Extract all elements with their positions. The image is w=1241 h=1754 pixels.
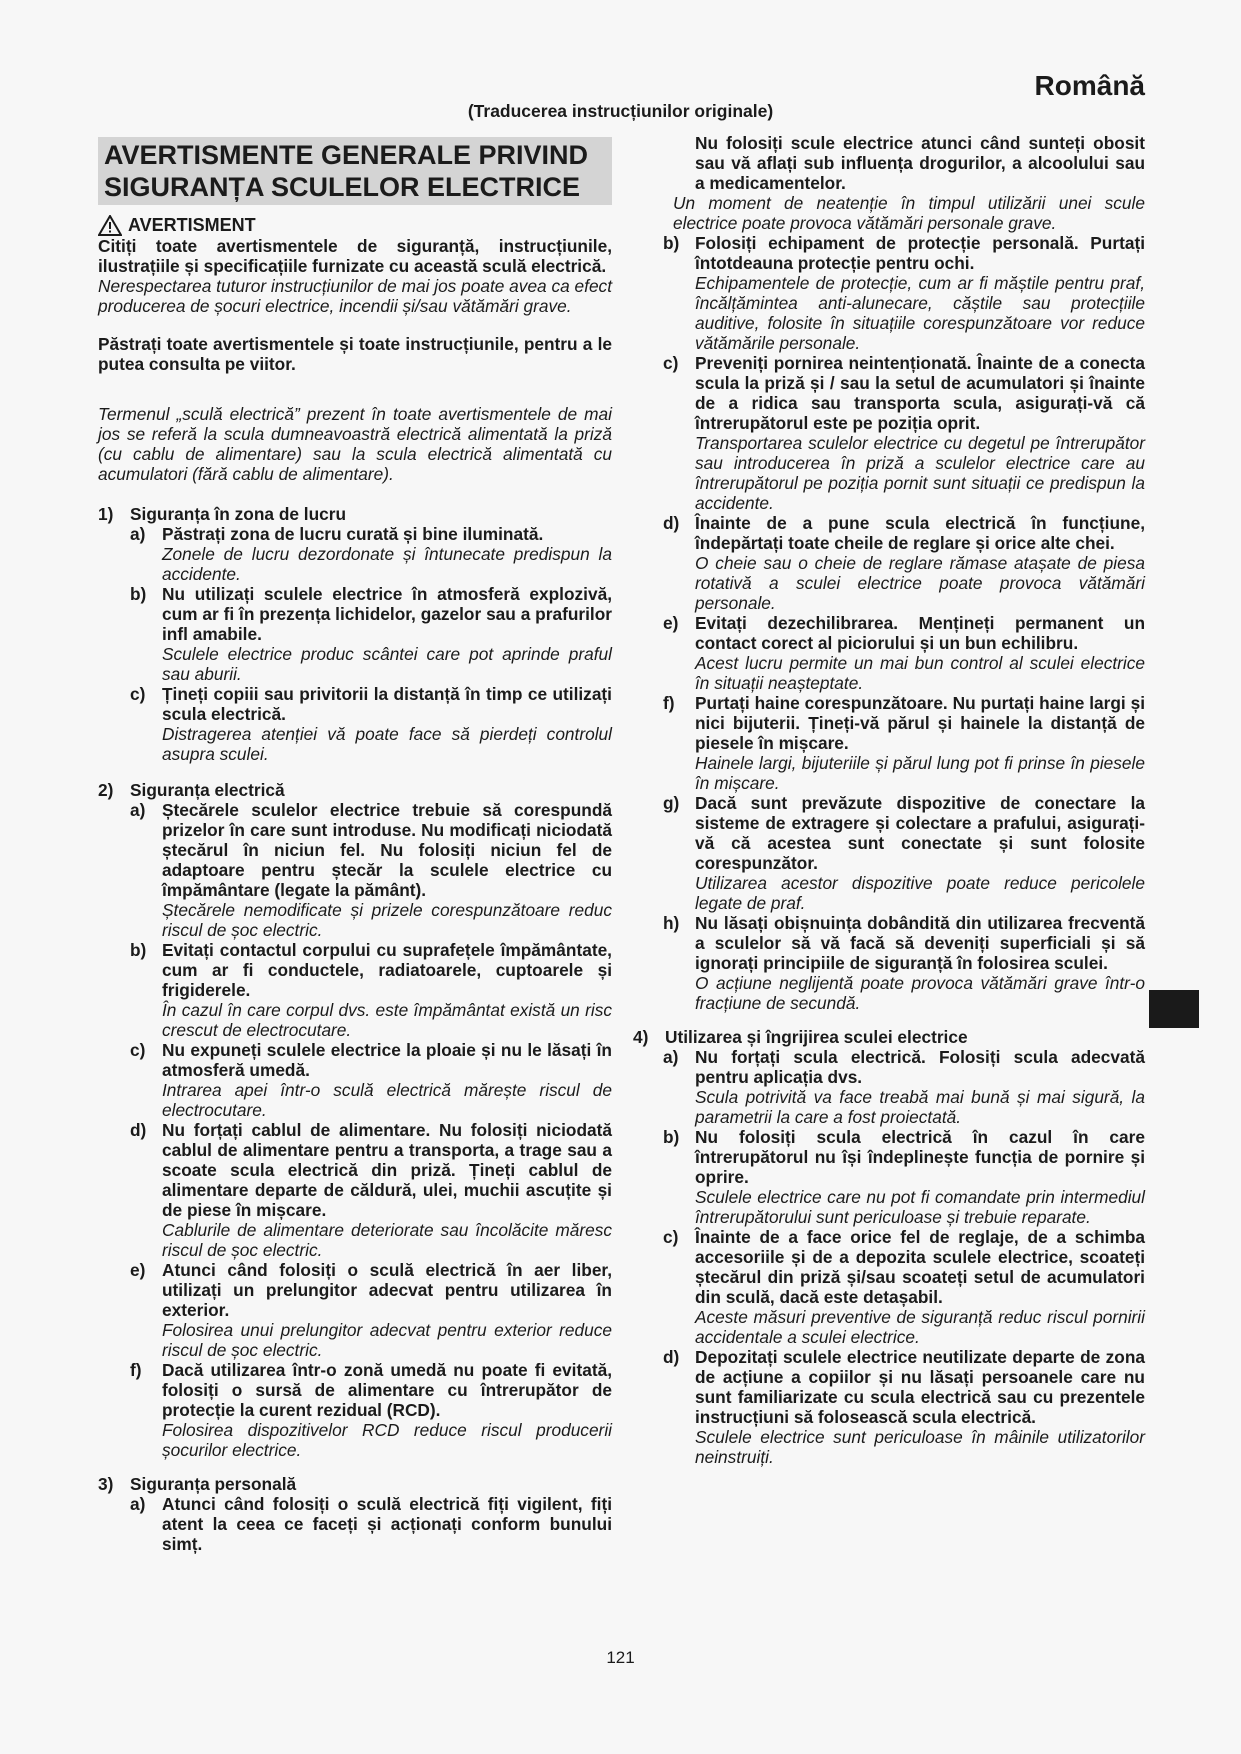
intro-italic-2: Termenul „sculă electrică” prezent în toate avertismentele de mai jos se referă la scula dumneavoastră electrică alimentată la priză (cu cablu de alimentare) sau la scula electrică alimentată cu acumulatori (fără cablu de alimentare). xyxy=(98,404,612,484)
list-item: c) Țineți copiii sau privitorii la distanță în timp ce utilizați scula electrică. Distragerea atenției vă poate face să pierdeți controlul asupra sculei. xyxy=(130,684,612,764)
list-item: d) Depozitați sculele electrice neutilizate departe de zona de acțiune a copiilor și nu lăsați persoanele care nu sunt familiarizate cu scula electrică sau cu prezentele instrucțiuni să folosească scula electrică. Sculele electrice sunt periculoase în mâinile utilizatorilor neinstruiți. xyxy=(663,1347,1145,1467)
section-heading xyxy=(98,137,612,205)
list-item: b) Evitați contactul corpului cu suprafețele împământate, cum ar fi conductele, radiatoarele, cuptoarele și frigiderele. În cazul în care corpul dvs. este împământat există un risc crescut de electrocutare. xyxy=(130,940,612,1040)
list-item: d) Nu forțați cablul de alimentare. Nu folosiți niciodată cablul de alimentare pentru a transporta, a trage sau a scoate scula electrică din priză. Țineți cablul de alimentare departe de căldură, ulei, muchii ascuțite și de piese în mișcare. Cablurile de alimentare deteriorate sau încolăcite măresc riscul de șoc electric. xyxy=(130,1120,612,1260)
document-subtitle: (Traducerea instrucțiunilor originale) xyxy=(467,101,774,121)
list-item: b) Nu folosiți scula electrică în cazul în care întrerupătorul nu își îndeplinește funcția de pornire și oprire. Sculele electrice care nu pot fi comandate prin intermediul întrerupătorului sunt periculoase și trebuie reparate. xyxy=(663,1127,1145,1227)
list-item-note: Un moment de neatenție în timpul utilizării unei scule electrice poate provoca vătămări personale grave. xyxy=(673,193,1145,233)
section-4-title: 4) Utilizarea și îngrijirea sculei electrice xyxy=(633,1027,968,1047)
heading-line-2: SIGURANȚA SCULELOR ELECTRICE xyxy=(104,172,581,202)
language-label: Română xyxy=(1034,70,1145,101)
list-item: h) Nu lăsați obișnuința dobândită din utilizarea frecventă a sculelor să vă facă să deveniți superficiali și să ignorați principiile de siguranță în folosirea sculei. O acțiune neglijentă poate provoca vătămări grave într-o fracțiune de secundă. xyxy=(663,913,1145,1013)
heading-line-1: AVERTISMENTE GENERALE PRIVIND xyxy=(104,140,589,170)
intro-bold-2: Păstrați toate avertismentele și toate instrucțiunile, pentru a le putea consulta pe viitor. xyxy=(98,334,612,374)
list-item: g) Dacă sunt prevăzute dispozitive de conectare la sisteme de extragere și colectare a prafului, asigurați-vă că acestea sunt conectate și sunt folosite corespunzător. Utilizarea acestor dispozitive poate reduce pericolele legate de praf. xyxy=(663,793,1145,913)
section-2-title: 2) Siguranța electrică xyxy=(98,780,285,800)
warning-triangle-icon xyxy=(98,215,122,236)
list-item: c) Preveniți pornirea neintenționată. Înainte de a conecta scula la priză și / sau la setul de acumulatori și înainte de a ridica sau transporta scula, asigurați-vă că întrerupătorul este pe poziția oprit. Transportarea sculelor electrice cu degetul pe întrerupător sau introducerea în priză a sculelor electrice care au întrerupătorul pe poziția pornit sunt situații ce predispun la accidente. xyxy=(663,353,1145,513)
list-item: d) Înainte de a pune scula electrică în funcțiune, îndepărtați toate cheile de reglare și orice alte chei. O cheie sau o cheie de reglare rămase atașate de piesa rotativă a sculei electrice poate provoca vătămări personale. xyxy=(663,513,1145,613)
right-column xyxy=(633,133,1145,1467)
left-column xyxy=(98,132,612,1554)
section-3-title: 3) Siguranța personală xyxy=(98,1474,297,1494)
list-item: a) Ștecărele sculelor electrice trebuie să corespundă prizelor în care sunt introduse. Nu modificați niciodată ștecărul în niciun fel. Nu folosiți niciun fel de adaptoare pentru ștecăr la sculele electrice cu împământare (legate la pământ). Ștecărele nemodificate și prizele corespunzătoare reduc riscul de șoc electric. xyxy=(130,800,612,940)
warning-title xyxy=(98,215,612,236)
warning-label: AVERTISMENT xyxy=(128,215,256,235)
list-item: e) Evitați dezechilibrarea. Mențineți permanent un contact corect al piciorului și un bun echilibru. Acest lucru permite un mai bun control al sculei electrice în situații neașteptate. xyxy=(663,613,1145,693)
list-item: a) Păstrați zona de lucru curată și bine iluminată. Zonele de lucru dezordonate și întunecate predispun la accidente. xyxy=(130,524,612,584)
list-item: b) Folosiți echipament de protecție personală. Purtați întotdeauna protecție pentru ochi. Echipamentele de protecție, cum ar fi măștile pentru praf, încălțămintea anti-alunecare, căștile sau protecțiile auditive, folosite în situațiile corespunzătoare vor reduce vătămările personale. xyxy=(663,233,1145,353)
language-tab-marker xyxy=(1149,990,1199,1028)
list-item: a) Nu forțați scula electrică. Folosiți scula adecvată pentru aplicația dvs. Scula potrivită va face treabă mai bună și mai sigură, la parametrii la care a fost proiectată. xyxy=(663,1047,1145,1127)
list-item: f) Dacă utilizarea într-o zonă umedă nu poate fi evitată, folosiți o sursă de alimentare cu întrerupător de protecție la curent rezidual (RCD). Folosirea dispozitivelor RCD reduce riscul producerii șocurilor electrice. xyxy=(130,1360,612,1460)
intro-italic-1: Nerespectarea tuturor instrucțiunilor de mai jos poate avea ca efect producerea de șocuri electrice, incendii și/sau vătămări grave. xyxy=(98,276,612,316)
list-item-continuation: Nu folosiți scule electrice atunci când sunteți obosit sau vă aflați sub influența drogurilor, a alcoolului sau a medicamentelor. xyxy=(695,133,1145,193)
list-item: b) Nu utilizați sculele electrice în atmosferă explozivă, cum ar fi în prezența lichidelor, gazelor sau a prafurilor infl amabile. Sculele electrice produc scântei care pot aprinde praful sau aburii. xyxy=(130,584,612,684)
list-item: e) Atunci când folosiți o sculă electrică în aer liber, utilizați un prelungitor adecvat pentru utilizarea în exterior. Folosirea unui prelungitor adecvat pentru exterior reduce riscul de șoc electric. xyxy=(130,1260,612,1360)
section-1-title: 1) Siguranța în zona de lucru xyxy=(98,504,347,524)
list-item: c) Înainte de a face orice fel de reglaje, de a schimba accesoriile și de a depozita sculele electrice, scoateți ștecărul din priză și/sau scoateți setul de acumulatori din sculă, dacă este detașabil. Aceste măsuri preventive de siguranță reduc riscul pornirii accidentale a sculei electrice. xyxy=(663,1227,1145,1347)
list-item: f) Purtați haine corespunzătoare. Nu purtați haine largi și nici bijuterii. Țineți-vă părul și hainele la distanță de piesele în mișcare. Hainele largi, bijuteriile și părul lung pot fi prinse în piesele în mișcare. xyxy=(663,693,1145,793)
page-number: 121 xyxy=(606,1648,635,1667)
list-item: c) Nu expuneți sculele electrice la ploaie și nu le lăsați în atmosferă umedă. Intrarea apei într-o sculă electrică mărește riscul de electrocutare. xyxy=(130,1040,612,1120)
intro-bold-1: Citiți toate avertismentele de siguranță, instrucțiunile, ilustrațiile și specificațiile furnizate cu această sculă electrică. xyxy=(98,236,612,276)
list-item: a) Atunci când folosiți o sculă electrică fiți vigilent, fiți atent la ceea ce faceți și acționați conform bunului simț. xyxy=(130,1494,612,1554)
